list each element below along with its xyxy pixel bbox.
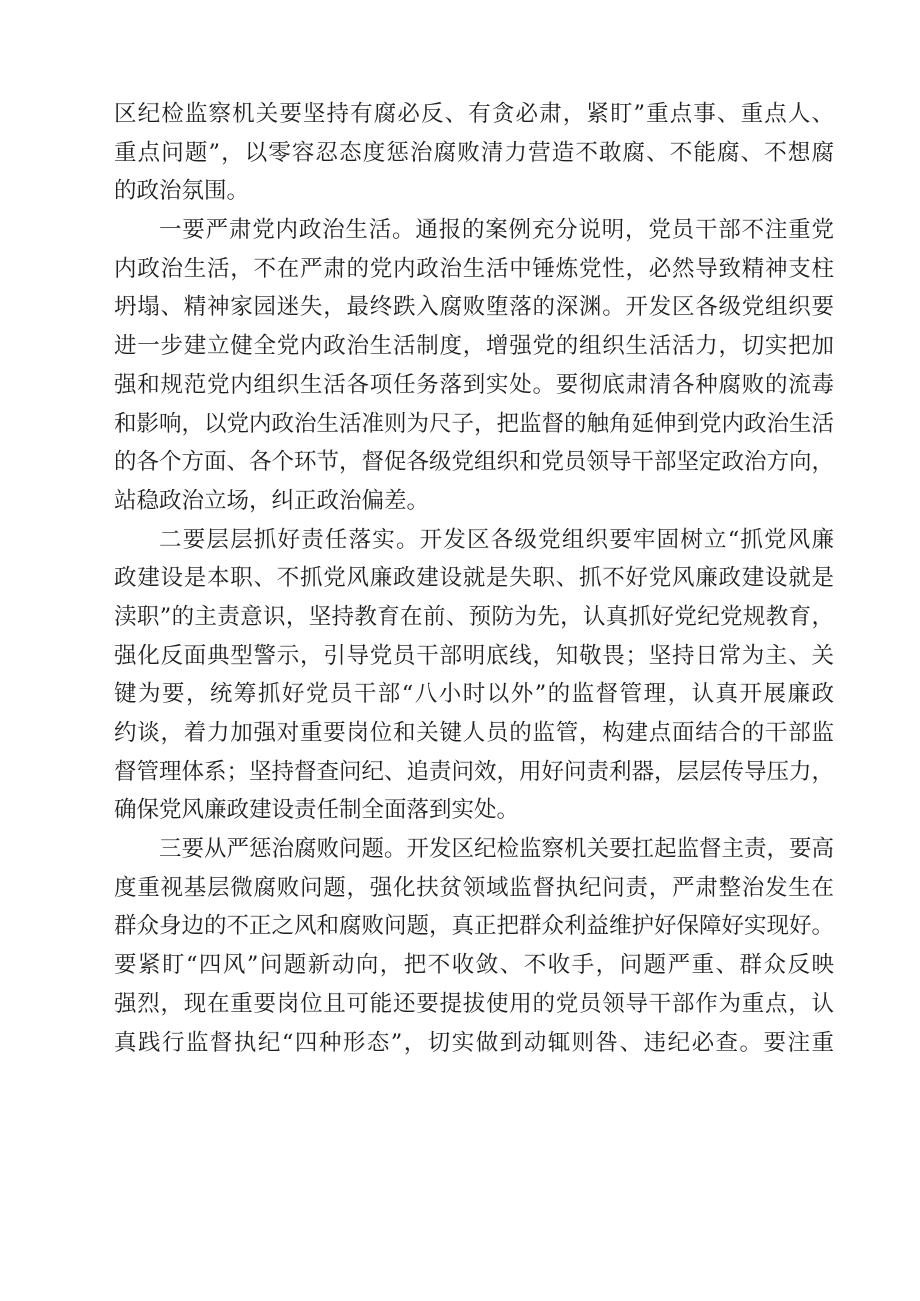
- text-line: 度重视基层微腐败问题，强化扶贫领域监督执纪问责，严肃整治发生在: [114, 874, 834, 901]
- text-line: 要紧盯“四风”问题新动向，把不收敛、不收手，问题严重、群众反映: [114, 952, 834, 979]
- text-line: 的各个方面、各个环节，督促各级党组织和党员领导干部坚定政治方向，: [114, 449, 835, 476]
- text-line: 站稳政治立场，纠正政治偏差。: [114, 487, 430, 514]
- paragraph-one: [114, 211, 834, 521]
- text-line: 真践行监督执纪“四种形态”，切实做到动辄则咎、违纪必查。要注重: [114, 1029, 834, 1056]
- text-line: 重点问题”，以零容忍态度惩治腐败清力营造不敢腐、不能腐、不想腐: [114, 139, 834, 166]
- paragraph-continuation: [114, 95, 834, 211]
- text-line: 键为要，统筹抓好党员干部“八小时以外”的监督管理，认真开展廉政: [114, 681, 834, 708]
- text-line: 强和规范党内组织生活各项任务落到实处。要彻底肃清各种腐败的流毒: [114, 371, 834, 398]
- text-line: 进一步建立健全党内政治生活制度，增强党的组织生活活力，切实把加: [114, 333, 834, 360]
- text-line: 的政治氛围。: [114, 178, 250, 205]
- text-line: 强烈，现在重要岗位且可能还要提拔使用的党员领导干部作为重点，认: [114, 990, 834, 1017]
- text-line: 和影响，以党内政治生活准则为尺子，把监督的触角延伸到党内政治生活: [114, 410, 835, 437]
- text-line: 三要从严惩治腐败问题。开发区纪检监察机关要扛起监督主责，要高: [159, 836, 835, 863]
- text-line: 督管理体系；坚持督查问纪、追责问效，用好问责利器，层层传导压力，: [114, 758, 835, 785]
- text-line: 政建设是本职、不抓党风廉政建设就是失职、抓不好党风廉政建设就是: [114, 565, 834, 592]
- paragraph-two: [114, 521, 834, 831]
- text-line: 约谈，着力加强对重要岗位和关键人员的监管，构建点面结合的干部监: [114, 720, 834, 746]
- text-line: 强化反面典型警示，引导党员干部明底线，知敬畏；坚持日常为主、关: [114, 642, 834, 669]
- text-line: 群众身边的不正之风和腐败问题，真正把群众利益维护好保障好实现好。: [114, 913, 835, 940]
- text-line: 确保党风廉政建设责任制全面落到实处。: [114, 797, 520, 824]
- text-line: 区纪检监察机关要坚持有腐必反、有贪必肃，紧盯”重点事、重点人、: [114, 101, 834, 127]
- text-line: 内政治生活，不在严肃的党内政治生活中锤炼党性，必然导致精神支柱: [114, 255, 834, 282]
- document-body: [114, 95, 834, 1062]
- paragraph-three: [114, 830, 834, 1062]
- text-line: 二要层层抓好责任落实。开发区各级党组织要牢固树立“抓党风廉: [159, 526, 834, 553]
- text-line: 一要严肃党内政治生活。通报的案例充分说明，党员干部不注重党: [159, 217, 834, 244]
- text-line: 渎职”的主责意识，坚持教育在前、预防为先，认真抓好党纪党规教育，: [114, 603, 834, 630]
- text-line: 坍塌、精神家园迷失，最终跌入腐败堕落的深渊。开发区各级党组织要: [114, 294, 834, 321]
